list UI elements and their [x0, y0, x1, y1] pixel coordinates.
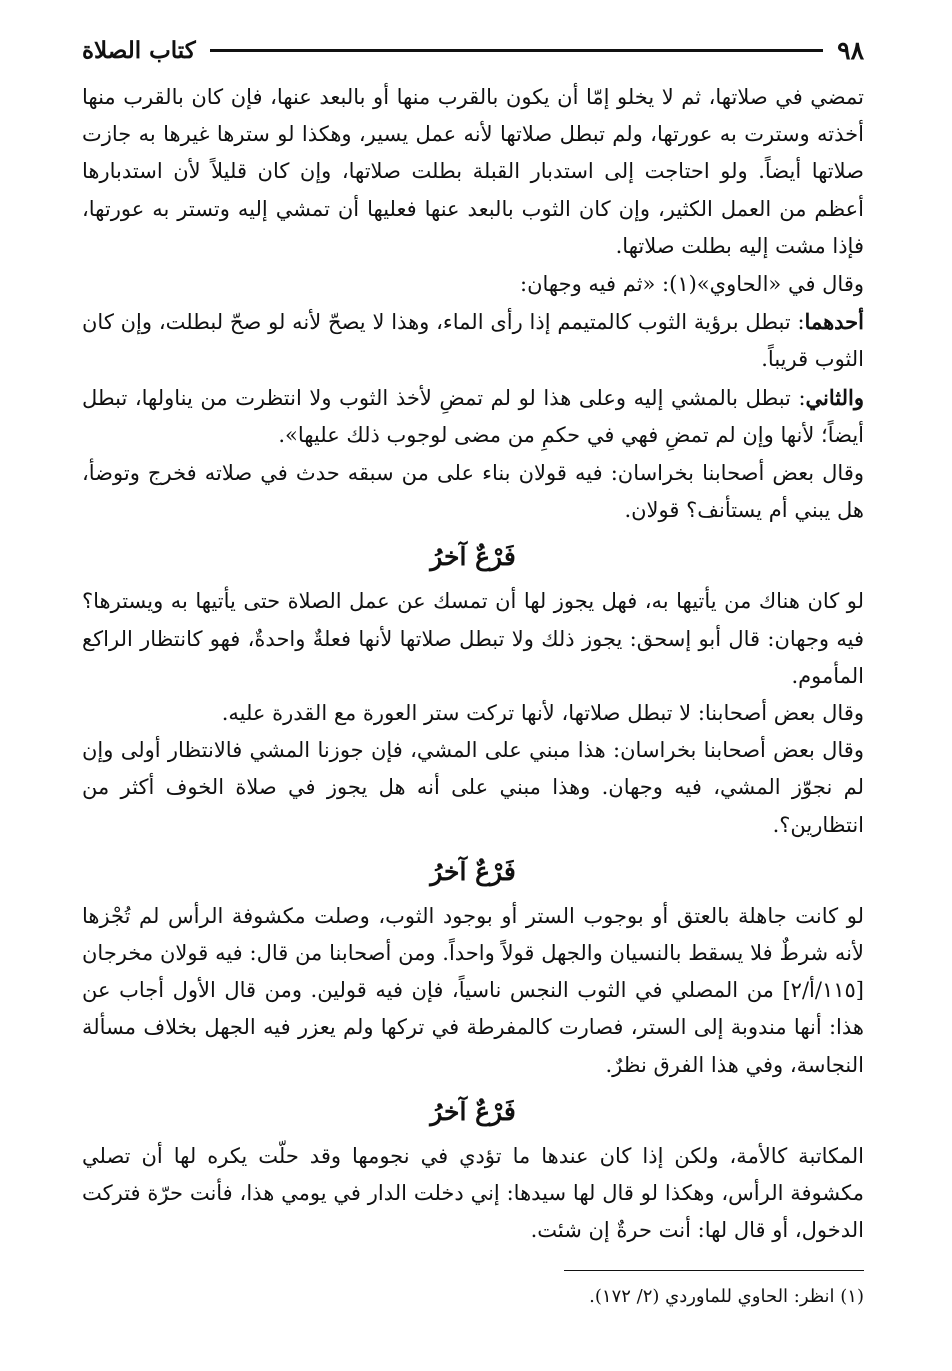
header-rule — [210, 49, 823, 52]
footnote-area — [82, 1270, 864, 1311]
paragraph — [82, 78, 864, 265]
paragraph — [82, 379, 864, 454]
paragraph-lead: أحدهما — [804, 309, 864, 335]
footnote-rule — [564, 1270, 864, 1271]
footnote: (١) انظر: الحاوي للماوردي (٢/ ١٧٢). — [589, 1286, 864, 1307]
book-title: كتاب الصلاة — [82, 36, 196, 64]
section-heading: فَرْعٌ آخرُ — [430, 542, 516, 572]
paragraph-text: : تبطل بالمشي إليه وعلى هذا لو لم تمضِ لأخذ الثوب ولا انتظرت من يناولها، تبطل أيضاً؛ لأنها وإن لم تمضِ فهي في حكمِ من مضى لوجوب ذلك عليها». — [82, 385, 864, 447]
paragraph: لو كان هناك من يأتيها به، فهل يجوز لها أن تمسك عن عمل الصلاة حتى يأتيها به ويسترها؟ فيه وجهان: قال أبو إسحق: يجوز ذلك ولا تبطل صلاتها لأنها فعلةٌ واحدةٌ، فهو كانتظار الراكع المأموم. — [82, 589, 864, 688]
paragraph — [82, 303, 864, 378]
page-header — [82, 30, 864, 70]
paragraph: المكاتبة كالأمة، ولكن إذا كان عندها ما تؤدي في نجومها وقد حلّت يكره لها أن تصلي مكشوفة الرأس، وهكذا لو قال لها سيدها: إني دخلت الدار في يومي هذا، فأنت حرّة فتركت الدخول، أو قال لها: أنت حرةٌ إن شئت. — [82, 1143, 864, 1243]
section-heading: فَرْعٌ آخرُ — [430, 1096, 516, 1126]
paragraph — [82, 265, 864, 303]
paragraph-text: تمضي في صلاتها، ثم لا يخلو إمّا أن يكون بالقرب منها أو بالبعد عنها، فإن كان بالقرب منها أخذته وسترت به عورتها، ولم تبطل صلاتها لأنه عمل يسير، وهكذا لو سترها غيرها به جازت صلاتها أيضاً. ولو احتاجت إلى استدبار القبلة بطلت صلاتها، وإن كان قليلاً لأن استدبارها أعظم من العمل الكثير، وإن كان الثوب بالبعد عنها فعليها أن تمشي إليه وتستر به عورتها، فإذا مشت إليه بطلت صلاتها. — [82, 85, 864, 258]
page-number: ٩٨ — [837, 35, 864, 65]
section-heading: فَرْعٌ آخرُ — [430, 856, 516, 886]
paragraph — [82, 454, 864, 529]
paragraph-text: وقال بعض أصحابنا بخراسان: فيه قولان بناء على من سبقه حدث في صلاته فخرج وتوضأ، هل يبني أم يستأنف؟ قولان. — [82, 461, 864, 523]
paragraph: لو كانت جاهلة بالعتق أو بوجوب الستر أو بوجود الثوب، وصلت مكشوفة الرأس لم تُجْزها لأنه شرطٌ فلا يسقط بالنسيان والجهل قولاً واحداً. ومن أصحابنا من قال: فيه قولان مخرجان [١١٥/أ/٢] من المصلي في الثوب النجس ناسياً، فإن فيه قولين. ومن قال الأول أجاب عن هذا: أنها مندوبة إلى الستر، فصارت كالمفرطة في تركها ولم يعزر فيه الجهل بخلاف مسألة النجاسة، وفي هذا الفرق نظرٌ. — [82, 903, 864, 1077]
body-text — [82, 78, 864, 1249]
paragraph-text: : تبطل برؤية الثوب كالمتيمم إذا رأى الماء، وهذا لا يصحّ لأنه لو صحّ لبطلت، وإن كان الثوب قريباً. — [82, 310, 864, 372]
paragraph: وقال بعض أصحابنا بخراسان: هذا مبني على المشي، فإن جوزنا المشي فالانتظار أولى وإن لم نجوّز المشي، فيه وجهان. وهذا مبني على أنه هل يجوز في صلاة الخوف أكثر من انتظارين؟. — [82, 738, 864, 837]
paragraph: وقال بعض أصحابنا: لا تبطل صلاتها، لأنها تركت ستر العورة مع القدرة عليه. — [221, 701, 864, 726]
paragraph-lead: والثاني — [805, 384, 864, 410]
paragraph-text: وقال في «الحاوي»(١): «ثم فيه وجهان: — [520, 272, 864, 297]
